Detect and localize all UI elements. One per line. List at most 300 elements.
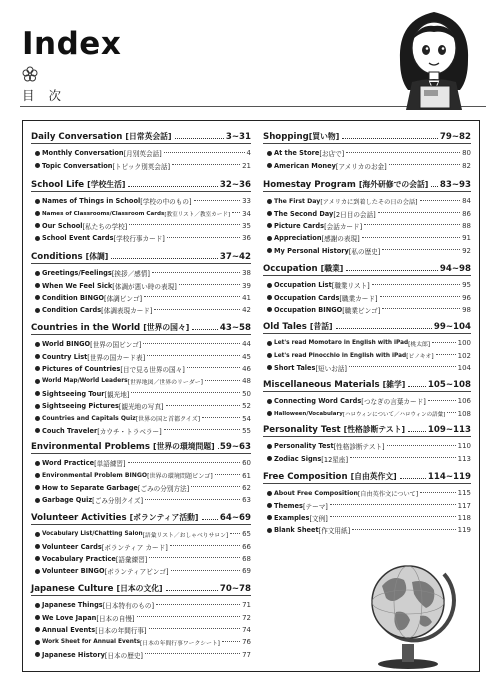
leader-dots xyxy=(232,212,240,213)
section-pages: 37~42 xyxy=(219,252,251,262)
item-title-jp: [カウチ・トラベラー] xyxy=(97,427,162,436)
item-title: Vocabulary Practice xyxy=(42,554,116,563)
list-item[interactable] xyxy=(263,452,471,464)
bullet-icon xyxy=(35,485,40,490)
list-item[interactable] xyxy=(31,528,251,540)
leader-dots xyxy=(129,224,240,225)
list-item[interactable] xyxy=(31,649,251,661)
leader-dots xyxy=(378,212,460,213)
item-title-jp: [トピック別英会話] xyxy=(112,162,171,171)
list-item[interactable] xyxy=(263,349,471,361)
section-conditions xyxy=(31,247,251,317)
list-item[interactable] xyxy=(31,624,251,636)
item-title-jp: [テーマ] xyxy=(302,502,328,511)
section-rule xyxy=(31,524,251,525)
item-title: Zodiac Signs xyxy=(274,454,322,463)
list-item[interactable] xyxy=(31,363,251,375)
item-page: 115 xyxy=(457,489,471,498)
section-school-life xyxy=(31,175,251,245)
item-title: Let's read Momotaro in English with iPad xyxy=(274,340,409,347)
bullet-icon xyxy=(267,456,272,461)
item-title-jp: [教室リスト／教室カード] xyxy=(164,211,231,218)
list-item[interactable] xyxy=(31,469,251,481)
section-title: School Life xyxy=(31,180,85,190)
leader-dots xyxy=(175,138,224,139)
item-title-jp: [性格診断テスト] xyxy=(333,443,385,452)
item-page: 62 xyxy=(242,483,251,492)
section-title: Volunteer Activities xyxy=(31,513,127,523)
item-page: 91 xyxy=(462,234,471,243)
bullet-icon xyxy=(35,308,40,313)
leader-dots xyxy=(408,431,426,432)
item-title-jp: [ボランティア カード] xyxy=(101,543,168,552)
leader-dots xyxy=(167,237,240,238)
bullet-icon xyxy=(267,307,272,312)
item-page: 54 xyxy=(242,414,251,423)
bullet-icon xyxy=(267,528,272,533)
list-item[interactable] xyxy=(31,457,251,469)
section-heading[interactable] xyxy=(263,259,471,274)
item-title-jp: [職業カード] xyxy=(339,294,378,303)
item-page: 21 xyxy=(242,161,251,170)
leader-dots xyxy=(145,653,240,654)
bullet-icon xyxy=(35,556,40,561)
page-title: Index xyxy=(22,26,122,62)
leader-dots xyxy=(149,628,241,629)
list-item[interactable] xyxy=(263,147,471,159)
item-page: 82 xyxy=(462,161,471,170)
section-countries xyxy=(31,318,251,437)
list-item[interactable] xyxy=(31,494,251,506)
leader-dots xyxy=(382,249,460,250)
item-page: 119 xyxy=(457,526,471,535)
section-heading[interactable] xyxy=(263,420,471,435)
item-page: 36 xyxy=(242,234,251,243)
item-page: 92 xyxy=(462,246,471,255)
item-page: 110 xyxy=(457,442,471,451)
student-illustration xyxy=(372,0,496,110)
item-page: 60 xyxy=(242,459,251,468)
item-page: 55 xyxy=(242,426,251,435)
item-title-jp: [ごみの分別方法] xyxy=(137,484,190,493)
list-item[interactable] xyxy=(263,512,471,524)
bullet-icon xyxy=(35,640,40,645)
bullet-icon xyxy=(35,366,40,371)
list-item[interactable] xyxy=(263,304,471,316)
bullet-icon xyxy=(35,211,40,216)
item-title-jp: [月別英会話] xyxy=(123,150,162,159)
item-title: Sightseeing Pictures xyxy=(42,402,119,411)
bullet-icon xyxy=(267,163,272,168)
list-item[interactable] xyxy=(263,159,471,171)
leader-dots xyxy=(408,386,426,387)
section-heading[interactable] xyxy=(31,127,251,142)
leader-dots xyxy=(428,400,456,401)
bullet-icon xyxy=(267,211,272,216)
list-item[interactable] xyxy=(31,375,251,387)
globe-illustration xyxy=(352,552,464,670)
section-title-jp: [体調] xyxy=(85,252,109,261)
item-page: 61 xyxy=(242,471,251,480)
section-heading[interactable] xyxy=(263,317,471,332)
list-item[interactable] xyxy=(31,425,251,437)
item-page: 84 xyxy=(462,197,471,206)
bullet-icon xyxy=(35,627,40,632)
section-title-jp: [日常英会話] xyxy=(125,132,172,141)
section-title-jp: [日本の文化] xyxy=(116,584,163,593)
leader-dots xyxy=(128,462,240,463)
bullet-icon xyxy=(35,404,40,409)
section-pages: 3~31 xyxy=(225,132,251,142)
bullet-icon xyxy=(35,615,40,620)
item-title-jp: [観光地の写真] xyxy=(118,403,164,412)
item-title: Japanese History xyxy=(42,650,105,659)
item-title-jp: [日本の自慢] xyxy=(96,614,135,623)
leader-dots xyxy=(420,492,455,493)
item-title-jp: [感謝の表現] xyxy=(321,235,360,244)
section-shopping xyxy=(263,127,471,172)
list-item[interactable] xyxy=(31,553,251,565)
item-page: 38 xyxy=(242,269,251,278)
section-title-jp: [昔話] xyxy=(309,322,333,331)
item-page: 66 xyxy=(242,542,251,551)
bullet-icon xyxy=(267,353,272,358)
leader-dots xyxy=(372,284,460,285)
leader-dots xyxy=(166,590,218,591)
item-title-jp: [つなぎの言葉カード] xyxy=(361,398,426,407)
section-pages: 99~104 xyxy=(433,322,471,332)
section-heading[interactable] xyxy=(31,579,251,594)
bullet-icon xyxy=(35,569,40,574)
list-item[interactable] xyxy=(31,304,251,316)
leader-dots xyxy=(387,445,456,446)
item-page: 46 xyxy=(242,364,251,373)
item-title-jp: [ピノキオ] xyxy=(406,354,434,361)
section-rule xyxy=(31,191,251,192)
bullet-icon xyxy=(35,236,40,241)
item-title: Occupation Cards xyxy=(274,293,340,302)
item-title-jp: [体調表現カード] xyxy=(101,307,153,316)
leader-dots xyxy=(187,367,240,368)
leader-dots xyxy=(380,296,461,297)
leader-dots xyxy=(350,457,456,458)
bullet-icon xyxy=(35,603,40,608)
section-heading[interactable] xyxy=(263,467,471,482)
list-item[interactable] xyxy=(263,220,471,232)
leader-dots xyxy=(382,308,460,309)
item-title: Annual Events xyxy=(42,625,96,634)
bullet-icon xyxy=(35,151,40,156)
item-page: 86 xyxy=(462,209,471,218)
list-item[interactable] xyxy=(31,267,251,279)
section-heading[interactable] xyxy=(263,175,471,190)
list-item[interactable] xyxy=(31,147,251,159)
item-page: 48 xyxy=(242,377,251,386)
item-title-jp: [ハロウィンについて／ハロウィンの語彙] xyxy=(342,411,446,418)
section-pages: 59~63 xyxy=(219,442,251,452)
leader-dots xyxy=(170,545,240,546)
list-item[interactable] xyxy=(31,350,251,362)
section-pages: 114~119 xyxy=(427,472,471,482)
section-pages: 79~82 xyxy=(439,132,471,142)
leader-dots xyxy=(349,366,456,367)
item-title: The Second Day xyxy=(274,209,334,218)
item-title: World Map/World Leaders xyxy=(42,378,128,385)
list-item[interactable] xyxy=(263,362,471,374)
item-page: 102 xyxy=(457,351,471,360)
list-item[interactable] xyxy=(263,279,471,291)
section-title: Countries in the World xyxy=(31,323,141,333)
item-title-jp: [私たちの学校] xyxy=(82,222,128,231)
item-page: 72 xyxy=(242,613,251,622)
list-item[interactable] xyxy=(31,388,251,400)
bullet-icon xyxy=(35,498,40,503)
leader-dots xyxy=(436,354,456,355)
item-title-jp: [職業ビンゴ] xyxy=(342,306,381,315)
bullet-icon xyxy=(35,652,40,657)
item-page: 113 xyxy=(457,454,471,463)
item-page: 74 xyxy=(242,625,251,634)
section-environmental xyxy=(31,437,251,507)
item-title-jp: [2日目の会話] xyxy=(333,210,376,219)
section-pages: 32~36 xyxy=(219,180,251,190)
item-title: Couch Traveler xyxy=(42,426,98,435)
section-title: Personality Test xyxy=(263,425,341,435)
section-pages: 109~113 xyxy=(427,425,471,435)
bullet-icon xyxy=(35,354,40,359)
section-pages: 64~69 xyxy=(219,513,251,523)
item-title-jp: [世界の国と首都クイズ] xyxy=(135,416,201,424)
item-title-jp: [世界の国カード表] xyxy=(87,353,146,362)
leader-dots xyxy=(330,504,456,505)
item-title-jp: [学校行事カード] xyxy=(113,235,165,244)
bullet-icon xyxy=(35,428,40,433)
item-title: When We Feel Sick xyxy=(42,281,113,290)
section-miscellaneous xyxy=(263,375,471,420)
item-page: 88 xyxy=(462,221,471,230)
section-title: Daily Conversation xyxy=(31,132,123,142)
item-page: 118 xyxy=(457,513,471,522)
leader-dots xyxy=(400,478,426,479)
bullet-icon xyxy=(35,461,40,466)
list-item[interactable] xyxy=(31,565,251,577)
item-title-jp: [語彙練習] xyxy=(115,555,148,564)
list-item[interactable] xyxy=(263,395,471,407)
item-page: 63 xyxy=(242,496,251,505)
leader-dots xyxy=(346,270,438,271)
bullet-icon xyxy=(35,379,40,384)
bullet-icon xyxy=(35,342,40,347)
bullet-icon xyxy=(267,295,272,300)
bullet-icon xyxy=(267,199,272,204)
bullet-icon xyxy=(35,283,40,288)
section-pages: 43~58 xyxy=(219,323,251,333)
leader-dots xyxy=(202,417,240,418)
item-page: 50 xyxy=(242,389,251,398)
leader-dots xyxy=(192,329,218,330)
leader-dots xyxy=(330,516,456,517)
list-item[interactable] xyxy=(31,207,251,219)
leader-dots xyxy=(191,486,240,487)
list-item[interactable] xyxy=(263,440,471,452)
leader-dots xyxy=(222,641,240,642)
item-title-jp: [世界の環境問題ビンゴ] xyxy=(147,473,213,481)
list-item[interactable] xyxy=(263,291,471,303)
leader-dots xyxy=(447,412,455,413)
list-item[interactable] xyxy=(263,337,471,349)
item-page: 33 xyxy=(242,197,251,206)
bullet-icon xyxy=(267,341,272,346)
item-title-jp: [アメリカのお金] xyxy=(335,162,387,171)
list-item[interactable] xyxy=(31,338,251,350)
item-page: 35 xyxy=(242,221,251,230)
item-title-jp: [日本の年間行事] xyxy=(95,626,147,635)
leader-dots xyxy=(154,309,240,310)
section-title: Miscellaneous Materials xyxy=(263,380,380,390)
section-title-jp: [学校生活] xyxy=(87,180,126,189)
leader-dots xyxy=(149,557,240,558)
list-item[interactable] xyxy=(263,524,471,536)
leader-dots xyxy=(205,380,240,381)
item-title: Occupation List xyxy=(274,281,332,290)
leader-dots xyxy=(362,237,460,238)
bullet-icon xyxy=(35,199,40,204)
section-personality xyxy=(263,420,471,465)
leader-dots xyxy=(389,164,460,165)
section-heading[interactable] xyxy=(263,127,471,142)
item-title-jp: [職業リスト] xyxy=(331,282,370,291)
item-title-jp: [世界の国ビンゴ] xyxy=(90,341,142,350)
list-item[interactable] xyxy=(31,599,251,611)
item-page: 42 xyxy=(242,306,251,315)
section-title: Free Composition xyxy=(263,472,348,482)
section-title-jp: [職業] xyxy=(320,264,344,273)
item-title: Country List xyxy=(42,352,88,361)
item-title-jp: [日本の年間行事ワークシート] xyxy=(140,640,220,647)
item-title-jp: [文例] xyxy=(309,514,328,523)
item-title: My Personal History xyxy=(274,246,349,255)
list-item[interactable] xyxy=(263,232,471,244)
item-page: 98 xyxy=(462,305,471,314)
list-item[interactable] xyxy=(31,482,251,494)
item-title: Let's read Pinocchio in English with iPad xyxy=(274,352,407,359)
list-item[interactable] xyxy=(263,499,471,511)
list-item[interactable] xyxy=(31,279,251,291)
section-heading[interactable] xyxy=(31,175,251,190)
leader-dots xyxy=(432,342,456,343)
item-page: 34 xyxy=(242,209,251,218)
list-item[interactable] xyxy=(31,540,251,552)
item-title-jp: [私の歴史] xyxy=(348,247,381,256)
item-page: 95 xyxy=(462,281,471,290)
item-page: 104 xyxy=(457,363,471,372)
section-daily-conversation xyxy=(31,127,251,172)
leader-dots xyxy=(111,258,218,259)
list-item[interactable] xyxy=(31,220,251,232)
section-pages: 70~78 xyxy=(219,584,251,594)
section-heading[interactable] xyxy=(31,247,251,262)
section-rule xyxy=(263,483,471,484)
page-subtitle: 目 次 xyxy=(22,88,66,103)
item-title: Examples xyxy=(274,513,310,522)
leader-dots xyxy=(147,355,240,356)
leader-dots xyxy=(166,405,240,406)
bullet-icon xyxy=(35,416,40,421)
leader-dots xyxy=(171,570,241,571)
item-title-jp: [体調が悪い時の表現] xyxy=(112,282,177,291)
item-page: 106 xyxy=(457,397,471,406)
section-title-jp: [世界の国々] xyxy=(143,323,190,332)
item-title-jp: [自由英作文について] xyxy=(357,490,419,498)
list-item[interactable] xyxy=(31,195,251,207)
leader-dots xyxy=(164,152,245,153)
item-title: Environmental Problem BINGO xyxy=(42,472,148,480)
section-rule xyxy=(31,453,251,454)
flower-icon xyxy=(22,66,38,82)
section-rule xyxy=(263,191,471,192)
item-page: 117 xyxy=(457,501,471,510)
section-heading[interactable] xyxy=(263,375,471,390)
item-title-jp: [桃太郎] xyxy=(408,341,431,348)
list-item[interactable] xyxy=(31,611,251,623)
section-heading[interactable] xyxy=(31,437,251,452)
leader-dots xyxy=(420,200,461,201)
leader-dots xyxy=(164,429,240,430)
item-title: Monthly Conversation xyxy=(42,149,124,158)
section-title: Occupation xyxy=(263,264,318,274)
item-title: Picture Cards xyxy=(274,221,325,230)
item-title-jp: [作文用紙] xyxy=(318,527,351,536)
list-item[interactable] xyxy=(31,412,251,424)
item-title: Condition BINGO xyxy=(42,293,104,302)
list-item[interactable] xyxy=(31,159,251,171)
item-page: 77 xyxy=(242,650,251,659)
item-title-jp: [世界地図／世界のリーダー] xyxy=(127,379,203,386)
section-title-jp: [自由英作文] xyxy=(350,472,397,481)
section-heading[interactable] xyxy=(31,318,251,333)
item-title: Japanese Things xyxy=(42,601,103,610)
section-title-jp: [性格診断テスト] xyxy=(343,425,406,434)
bullet-icon xyxy=(267,399,272,404)
item-title: Our School xyxy=(42,221,83,230)
list-item[interactable] xyxy=(263,207,471,219)
bullet-icon xyxy=(267,236,272,241)
section-title-jp: [ボランティア活動] xyxy=(129,513,199,522)
list-item[interactable] xyxy=(263,195,471,207)
item-title: American Money xyxy=(274,161,336,170)
list-item[interactable] xyxy=(31,636,251,648)
item-title: Personality Test xyxy=(274,442,334,451)
list-item[interactable] xyxy=(31,400,251,412)
section-rule xyxy=(263,275,471,276)
section-heading[interactable] xyxy=(31,508,251,523)
list-item[interactable] xyxy=(263,487,471,499)
list-item[interactable] xyxy=(263,407,471,419)
item-title-jp: [お店で] xyxy=(319,150,345,159)
section-free-composition xyxy=(263,467,471,537)
section-rule xyxy=(31,143,251,144)
item-title: Topic Conversation xyxy=(42,161,113,170)
item-title-jp: [語彙リスト／おしゃべりサロン] xyxy=(142,532,229,539)
list-item[interactable] xyxy=(31,292,251,304)
list-item[interactable] xyxy=(263,245,471,257)
list-item[interactable] xyxy=(31,232,251,244)
bullet-icon xyxy=(35,544,40,549)
bullet-icon xyxy=(35,223,40,228)
item-page: 100 xyxy=(457,339,471,348)
item-title: Themes xyxy=(274,501,303,510)
leader-dots xyxy=(336,328,432,329)
